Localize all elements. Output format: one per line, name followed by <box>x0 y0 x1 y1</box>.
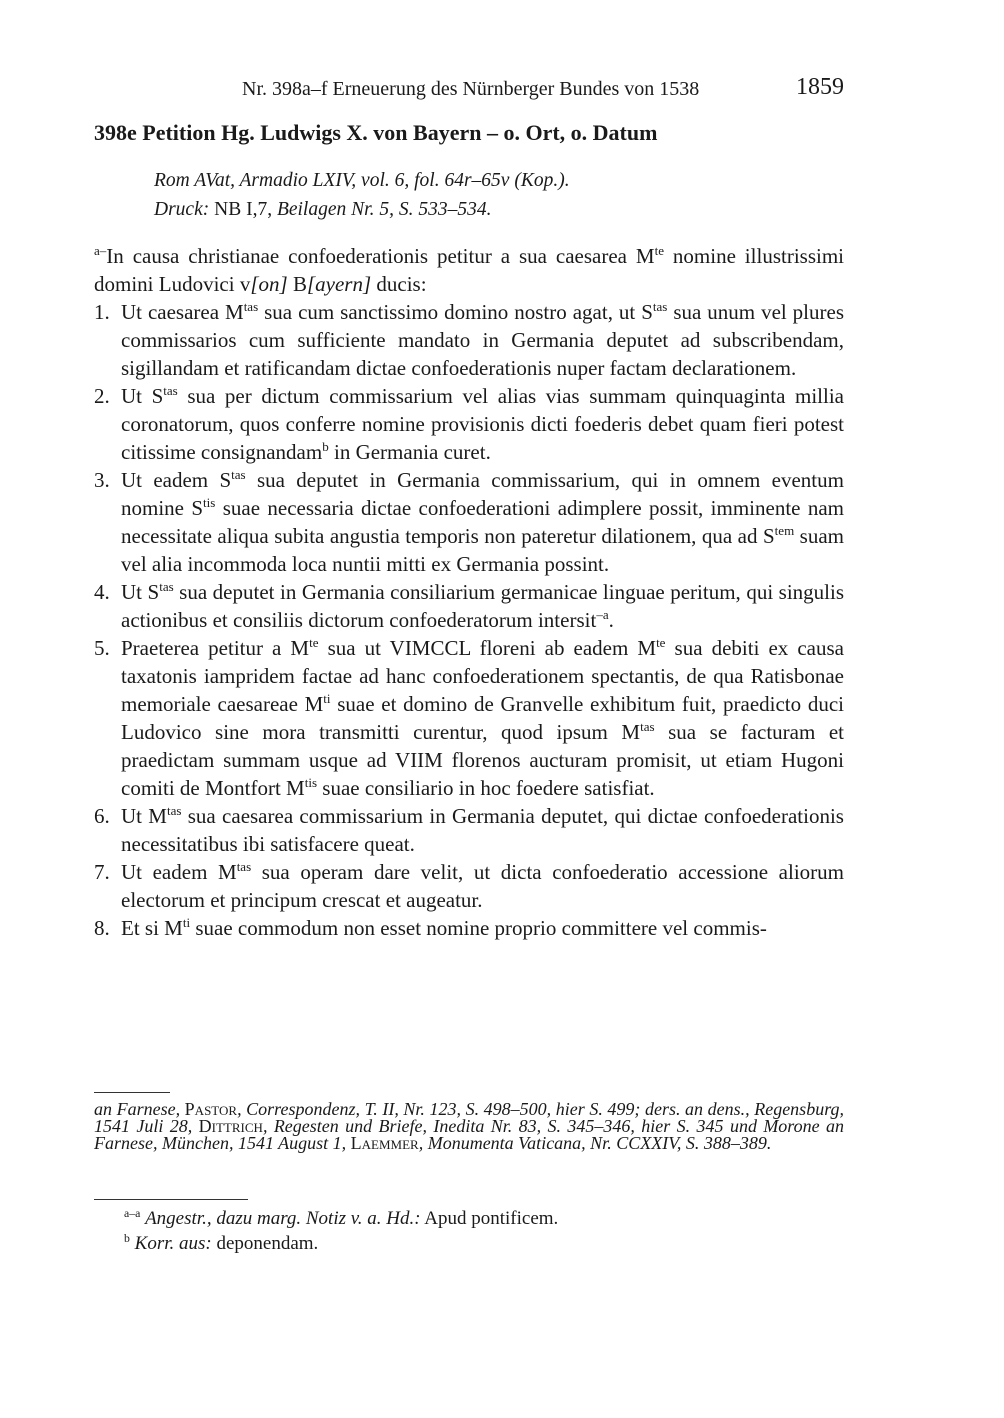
footnote-rule <box>94 1092 170 1093</box>
list-item <box>94 802 844 858</box>
item-number: 5. <box>94 636 110 660</box>
superscript: tas <box>243 299 259 315</box>
text: sua deputet in Germania consiliarium germanicae linguae peritum, qui singulis actionibus et consiliis dictorum confoederatorum intersit <box>121 580 845 632</box>
text: sua debiti ex causa taxatonis iampridem factae ad hanc confoederationem spectantis, de qua Ratisbonae memoriale caesareae M <box>121 636 844 716</box>
item-number: 3. <box>94 468 110 492</box>
text: suae et domino de Granvelle exhibitum fuit, praedicto duci Ludovico sine mora transmitti curentur, quod ipsum M <box>121 692 844 744</box>
item-number: 2. <box>94 384 110 408</box>
superscript: ti <box>182 915 191 931</box>
text: suam vel alia incommoda loca nuntii mitti ex Germania possint. <box>121 524 845 576</box>
note-label: Korr. aus: <box>134 1233 212 1254</box>
note-label: Angestr., dazu marg. Notiz v. a. Hd.: <box>145 1208 421 1229</box>
superscript: tis <box>203 495 216 511</box>
footnote-continuation <box>94 1101 844 1152</box>
text: in Germania curet. <box>328 440 491 464</box>
superscript: tas <box>163 383 178 399</box>
source-block <box>154 166 844 224</box>
item-number: 7. <box>94 860 110 884</box>
list-item <box>94 466 844 578</box>
text: suae necessaria dictae confoederationi adimplere possit, imminente nam necessitate aliqua subita angustia temporis non pateretur dilationem, qua ad S <box>121 496 845 548</box>
note-mark: a–a <box>124 1206 141 1220</box>
apparatus-rule <box>94 1199 248 1200</box>
text: , Correspondenz, T. II, Nr. 123, S. 498–500, hier S. 499; ders. an dens., Regensburg, 1541 Juli 28, <box>94 1099 845 1136</box>
running-title: Nr. 398a–f Erneuerung des Nürnberger Bundes von 1538 <box>242 78 700 100</box>
note-mark: a– <box>94 243 107 259</box>
text: sua caesarea commissarium in Germania deputet, qui dictae confoederationis necessitatibus ibi satisfacere queat. <box>121 804 844 856</box>
apparatus-note <box>124 1231 844 1256</box>
text: sua deputet in Germania commissarium, qui in omnem eventum nomine S <box>121 468 844 520</box>
superscript: tas <box>166 803 182 819</box>
footnote-mark: –a <box>596 607 609 623</box>
text: sua se facturam et praedictam summam usque ad VIIM florenos aucturam promisit, ut etiam Hugoni comiti de Montfort M <box>121 720 844 800</box>
text: sua operam dare velit, ut dicta confoederatio accessione aliorum electorum et principum crescat et augeatur. <box>121 860 844 912</box>
superscript: te <box>654 243 664 259</box>
superscript: tas <box>640 719 655 735</box>
superscript: ti <box>323 691 331 707</box>
author-name: Laemmer <box>350 1133 419 1153</box>
print-reference <box>154 195 844 224</box>
list-item <box>94 298 844 382</box>
editorial-expansion: [on] <box>250 272 288 296</box>
list-item <box>94 578 844 634</box>
list-item <box>94 914 844 942</box>
text: Ut eadem M <box>121 860 237 884</box>
list-item <box>94 634 844 802</box>
superscript: tem <box>774 523 795 539</box>
archive-source: Rom AVat, Armadio LXIV, vol. 6, fol. 64r–65v (Kop.). <box>154 170 570 191</box>
superscript: tas <box>236 859 252 875</box>
superscript: tas <box>231 467 246 483</box>
text: , Regesten und Briefe, Inedita Nr. 83, S. 345–346, hier S. 345 und Morone an Farnese, München, 1541 August 1, <box>94 1116 845 1153</box>
list-item <box>94 382 844 466</box>
list-item <box>94 858 844 914</box>
superscript: tas <box>159 579 174 595</box>
superscript: te <box>656 635 666 651</box>
item-number: 4. <box>94 580 110 604</box>
footnote-area <box>94 1092 844 1152</box>
text: sua cum sanctissimo domino nostro agat, ut S <box>258 300 653 324</box>
text: . <box>608 608 614 632</box>
note-mark: b <box>124 1231 130 1245</box>
author-name: Pastor <box>184 1099 238 1119</box>
item-number: 1. <box>94 300 110 324</box>
item-number: 8. <box>94 916 110 940</box>
text: sua per dictum commissarium vel alias vias summam quinquaginta millia coronatorum, quos conferre nomine provisionis dicti foederis debet quam fieri potest citissime consignandam <box>121 384 845 464</box>
apparatus-area <box>94 1199 844 1256</box>
text: Ut caesarea M <box>121 300 244 324</box>
text: Ut S <box>121 384 164 408</box>
superscript: te <box>309 635 319 651</box>
superscript: tas <box>652 299 668 315</box>
page-number: 1859 <box>796 74 844 100</box>
text: B <box>287 272 307 296</box>
text: suae commodum non esset nomine proprio committere vel commis- <box>190 916 767 940</box>
text: ducis: <box>371 272 427 296</box>
author-name: Dittrich <box>198 1116 263 1136</box>
critical-apparatus <box>124 1206 844 1256</box>
petition-text <box>94 242 844 942</box>
text: an Farnese, <box>94 1099 181 1119</box>
text: sua ut VIMCCL floreni ab eadem M <box>318 636 657 660</box>
petition-items <box>94 298 844 942</box>
apparatus-note <box>124 1206 844 1231</box>
text: In causa christianae confoederationis petitur a sua caesarea M <box>106 244 655 268</box>
print-ref: NB I,7, <box>214 199 273 220</box>
text: sua unum vel plures commissarios cum sufficiente mandato in Germania deputet ad subscribendam, sigillandam et ratificandam dictae confoederationis nuper factam declarationem. <box>121 300 844 380</box>
item-number: 6. <box>94 804 110 828</box>
text: Praeterea petitur a M <box>121 636 310 660</box>
text: nomine illustrissimi domini Ludovici v <box>94 244 844 296</box>
intro-paragraph <box>94 242 844 298</box>
text: Ut S <box>121 580 160 604</box>
superscript: tis <box>304 775 318 791</box>
note-text: deponendam. <box>211 1233 319 1254</box>
note-text: Apud pontificem. <box>420 1208 559 1229</box>
text: Ut M <box>121 804 167 828</box>
text: Et si M <box>121 916 183 940</box>
editorial-expansion: [ayern] <box>306 272 372 296</box>
print-rest: Beilagen Nr. 5, S. 533–534. <box>276 199 492 220</box>
document-heading: 398e Petition Hg. Ludwigs X. von Bayern – o. Ort, o. Datum <box>94 120 658 145</box>
text: suae consiliario in hoc foedere satisfiat. <box>317 776 655 800</box>
text: Ut eadem S <box>121 468 232 492</box>
footnote-mark: b <box>322 439 329 455</box>
print-label: Druck: <box>154 199 210 220</box>
page <box>94 74 844 942</box>
running-head <box>94 74 844 108</box>
text: , Monumenta Vaticana, Nr. CCXXIV, S. 388–389. <box>418 1133 772 1153</box>
